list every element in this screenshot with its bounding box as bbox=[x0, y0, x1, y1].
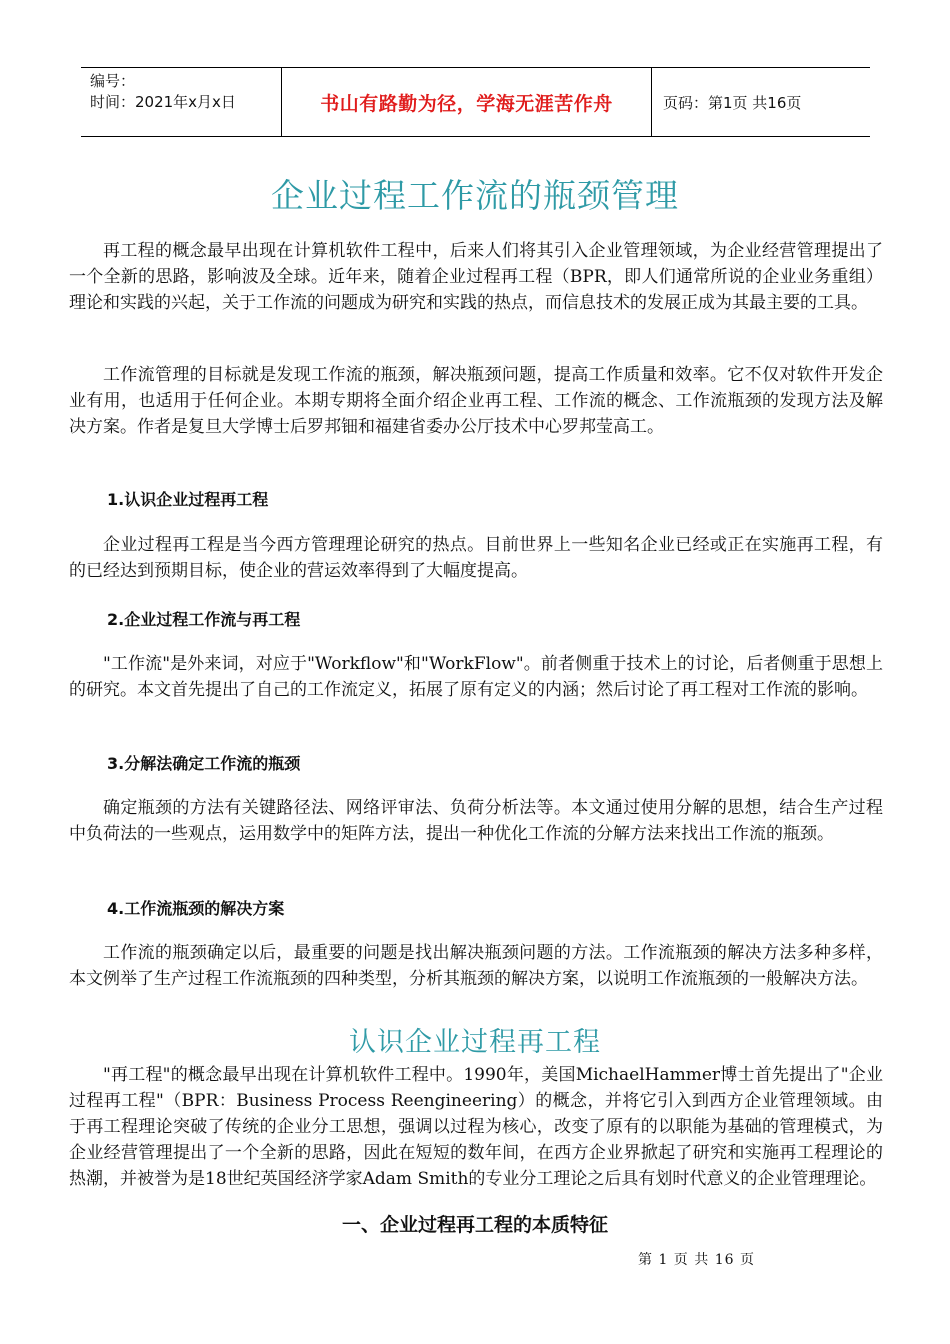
subtitle-paragraph: "再工程"的概念最早出现在计算机软件工程中。1990年，美国MichaelHammer博士首先提出了"企业过程再工程"（BPR：Business Process Reengineering）的概念，并将它引入到西方企业管理领域。由于再工程理论突破了传统的企业分工思想，强调以过程为核心，改变了原有的以职能为基础的管理模式，为企业经营管理提出了一个全新的思路，因此在短短的数年间，在西方企业界掀起了研究和实施再工程理论的热潮，并被誉为是18世纪英国经济学家Adam Smith的专业分工理论之后具有划时代意义的企业管理理论。 bbox=[69, 1065, 883, 1189]
document-number: 编号： bbox=[90, 72, 136, 90]
section-text-4: 工作流的瓶颈确定以后，最重要的问题是找出解决瓶颈问题的方法。工作流瓶颈的解决方法多种多样，本文例举了生产过程工作流瓶颈的四种类型，分析其瓶颈的解决方案，以说明工作流瓶颈的一般解决方法。 bbox=[69, 943, 883, 989]
header-motto: 书山有路勤为径，学海无涯苦作舟 bbox=[282, 68, 652, 136]
page-footer: 第 1 页 共 16 页 bbox=[638, 1252, 755, 1268]
section-text-1: 企业过程再工程是当今西方管理理论研究的热点。目前世界上一些知名企业已经或正在实施再工程，有的已经达到预期目标，使企业的营运效率得到了大幅度提高。 bbox=[69, 535, 883, 581]
section-text-2: "工作流"是外来词，对应于"Workflow"和"WorkFlow"。前者侧重于技术上的讨论，后者侧重于思想上的研究。本文首先提出了自己的工作流定义，拓展了原有定义的内涵；然后讨论了再工程对工作流的影响。 bbox=[69, 654, 883, 700]
section-heading-4: 4.工作流瓶颈的解决方案 bbox=[107, 899, 285, 918]
section-text-3: 确定瓶颈的方法有关键路径法、网络评审法、负荷分析法等。本文通过使用分解的思想，结合生产过程中负荷法的一些观点，运用数学中的矩阵方法，提出一种优化工作流的分解方法来找出工作流的瓶颈。 bbox=[69, 798, 883, 844]
header-table bbox=[81, 67, 870, 137]
header-page-code: 页码：第1页 共16页 bbox=[663, 93, 802, 112]
section-subtitle: 认识企业过程再工程 bbox=[349, 1027, 601, 1058]
intro-paragraph-2: 工作流管理的目标就是发现工作流的瓶颈，解决瓶颈问题，提高工作质量和效率。它不仅对软件开发企业有用，也适用于任何企业。本期专期将全面介绍企业再工程、工作流的概念、工作流瓶颈的发现方法及解决方案。作者是复旦大学博士后罗邦钿和福建省委办公厅技术中心罗邦莹高工。 bbox=[69, 365, 883, 437]
document-title: 企业过程工作流的瓶颈管理 bbox=[271, 176, 679, 215]
section-heading-2: 2.企业过程工作流与再工程 bbox=[107, 610, 301, 629]
document-time: 时间：2021年x月x日 bbox=[90, 93, 236, 111]
section-heading-3: 3.分解法确定工作流的瓶颈 bbox=[107, 754, 301, 773]
section-heading-1: 1.认识企业过程再工程 bbox=[107, 490, 269, 509]
intro-paragraph-1: 再工程的概念最早出现在计算机软件工程中，后来人们将其引入企业管理领域，为企业经营管理提出了一个全新的思路，影响波及全球。近年来，随着企业过程再工程（BPR，即人们通常所说的企业业务重组）理论和实践的兴起，关于工作流的问题成为研究和实践的热点，而信息技术的发展正成为其最主要的工具。 bbox=[69, 241, 883, 313]
chapter-heading: 一、企业过程再工程的本质特征 bbox=[341, 1214, 608, 1236]
header-meta bbox=[81, 68, 282, 136]
